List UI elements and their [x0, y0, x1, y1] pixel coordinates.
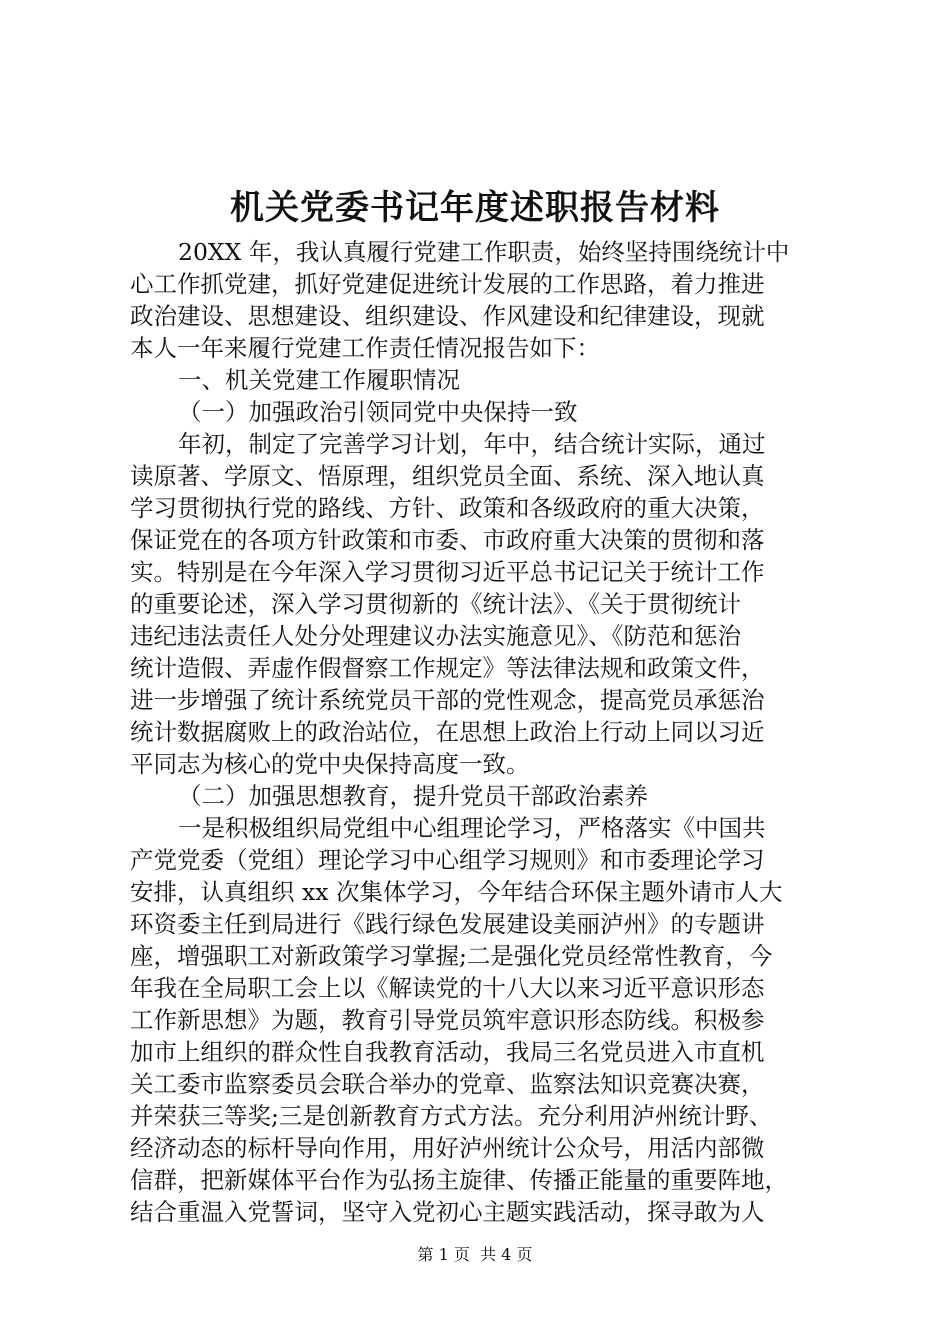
document-body — [130, 236, 830, 1228]
paragraph-line: 实。特别是在今年深入学习贯彻习近平总书记记关于统计工作 — [130, 558, 765, 586]
paragraph-line: 统计数据腐败上的政治站位，在思想上政治上行动上同以习近 — [130, 718, 765, 746]
paragraph-line: 平同志为核心的党中央保持高度一致。 — [130, 750, 530, 778]
paragraph-line: 工作新思想》为题，教育引导党员筑牢意识形态防线。积极参 — [130, 1006, 765, 1034]
paragraph-line: 学习贯彻执行党的路线、方针、政策和各级政府的重大决策， — [130, 494, 765, 522]
paragraph-line: 保证党在的各项方针政策和市委、市政府重大决策的贯彻和落 — [130, 526, 765, 554]
subsection-heading: （二）加强思想教育，提升党员干部政治素养 — [178, 782, 648, 810]
subsection-heading: （一）加强政治引领同党中央保持一致 — [178, 398, 578, 426]
paragraph-line: 本人一年来履行党建工作责任情况报告如下： — [130, 334, 600, 362]
page-footer: 第 1 页 共 4 页 — [417, 1245, 533, 1264]
paragraph-line: 心工作抓党建，抓好党建促进统计发展的工作思路，着力推进 — [130, 270, 765, 298]
paragraph-line: 进一步增强了统计系统党员干部的党性观念，提高党员承惩治 — [130, 686, 765, 714]
paragraph-line: 违纪违法责任人处分处理建议办法实施意见》、《防范和惩治 — [130, 622, 741, 650]
paragraph-line: 的重要论述，深入学习贯彻新的《统计法》、《关于贯彻统计 — [130, 590, 741, 618]
paragraph-line: 20XX 年，我认真履行党建工作职责，始终坚持围绕统计中 — [178, 238, 790, 266]
paragraph-line: 信群，把新媒体平台作为弘扬主旋律、传播正能量的重要阵地， — [130, 1166, 788, 1194]
document-title: 机关党委书记年度述职报告材料 — [230, 188, 720, 228]
paragraph-line: 产党党委（党组）理论学习中心组学习规则》和市委理论学习 — [130, 846, 765, 874]
paragraph-line: 结合重温入党誓词，坚守入党初心主题实践活动，探寻敢为人 — [130, 1198, 765, 1226]
paragraph-line: 座，增强职工对新政策学习掌握;二是强化党员经常性教育，今 — [130, 942, 773, 970]
paragraph-line: 安排，认真组织 xx 次集体学习，今年结合环保主题外请市人大 — [130, 878, 783, 906]
paragraph-line: 年初，制定了完善学习计划，年中，结合统计实际，通过 — [178, 430, 766, 458]
paragraph-line: 政治建设、思想建设、组织建设、作风建设和纪律建设，现就 — [130, 302, 765, 330]
paragraph-line: 加市上组织的群众性自我教育活动，我局三名党员进入市直机 — [130, 1038, 765, 1066]
paragraph-line: 环资委主任到局进行《践行绿色发展建设美丽泸州》的专题讲 — [130, 910, 765, 938]
paragraph-line: 并荣获三等奖;三是创新教育方式方法。充分利用泸州统计野、 — [130, 1102, 773, 1130]
paragraph-line: 年我在全局职工会上以《解读党的十八大以来习近平意识形态 — [130, 974, 765, 1002]
paragraph-line: 经济动态的标杆导向作用，用好泸州统计公众号，用活内部微 — [130, 1134, 765, 1162]
paragraph-line: 一是积极组织局党组中心组理论学习，严格落实《中国共 — [178, 814, 766, 842]
paragraph-line: 关工委市监察委员会联合举办的党章、监察法知识竞赛决赛， — [130, 1070, 765, 1098]
paragraph-line: 统计造假、弄虚作假督察工作规定》等法律法规和政策文件， — [130, 654, 765, 682]
paragraph-line: 读原著、学原文、悟原理，组织党员全面、系统、深入地认真 — [130, 462, 765, 490]
section-heading: 一、机关党建工作履职情况 — [178, 366, 460, 394]
